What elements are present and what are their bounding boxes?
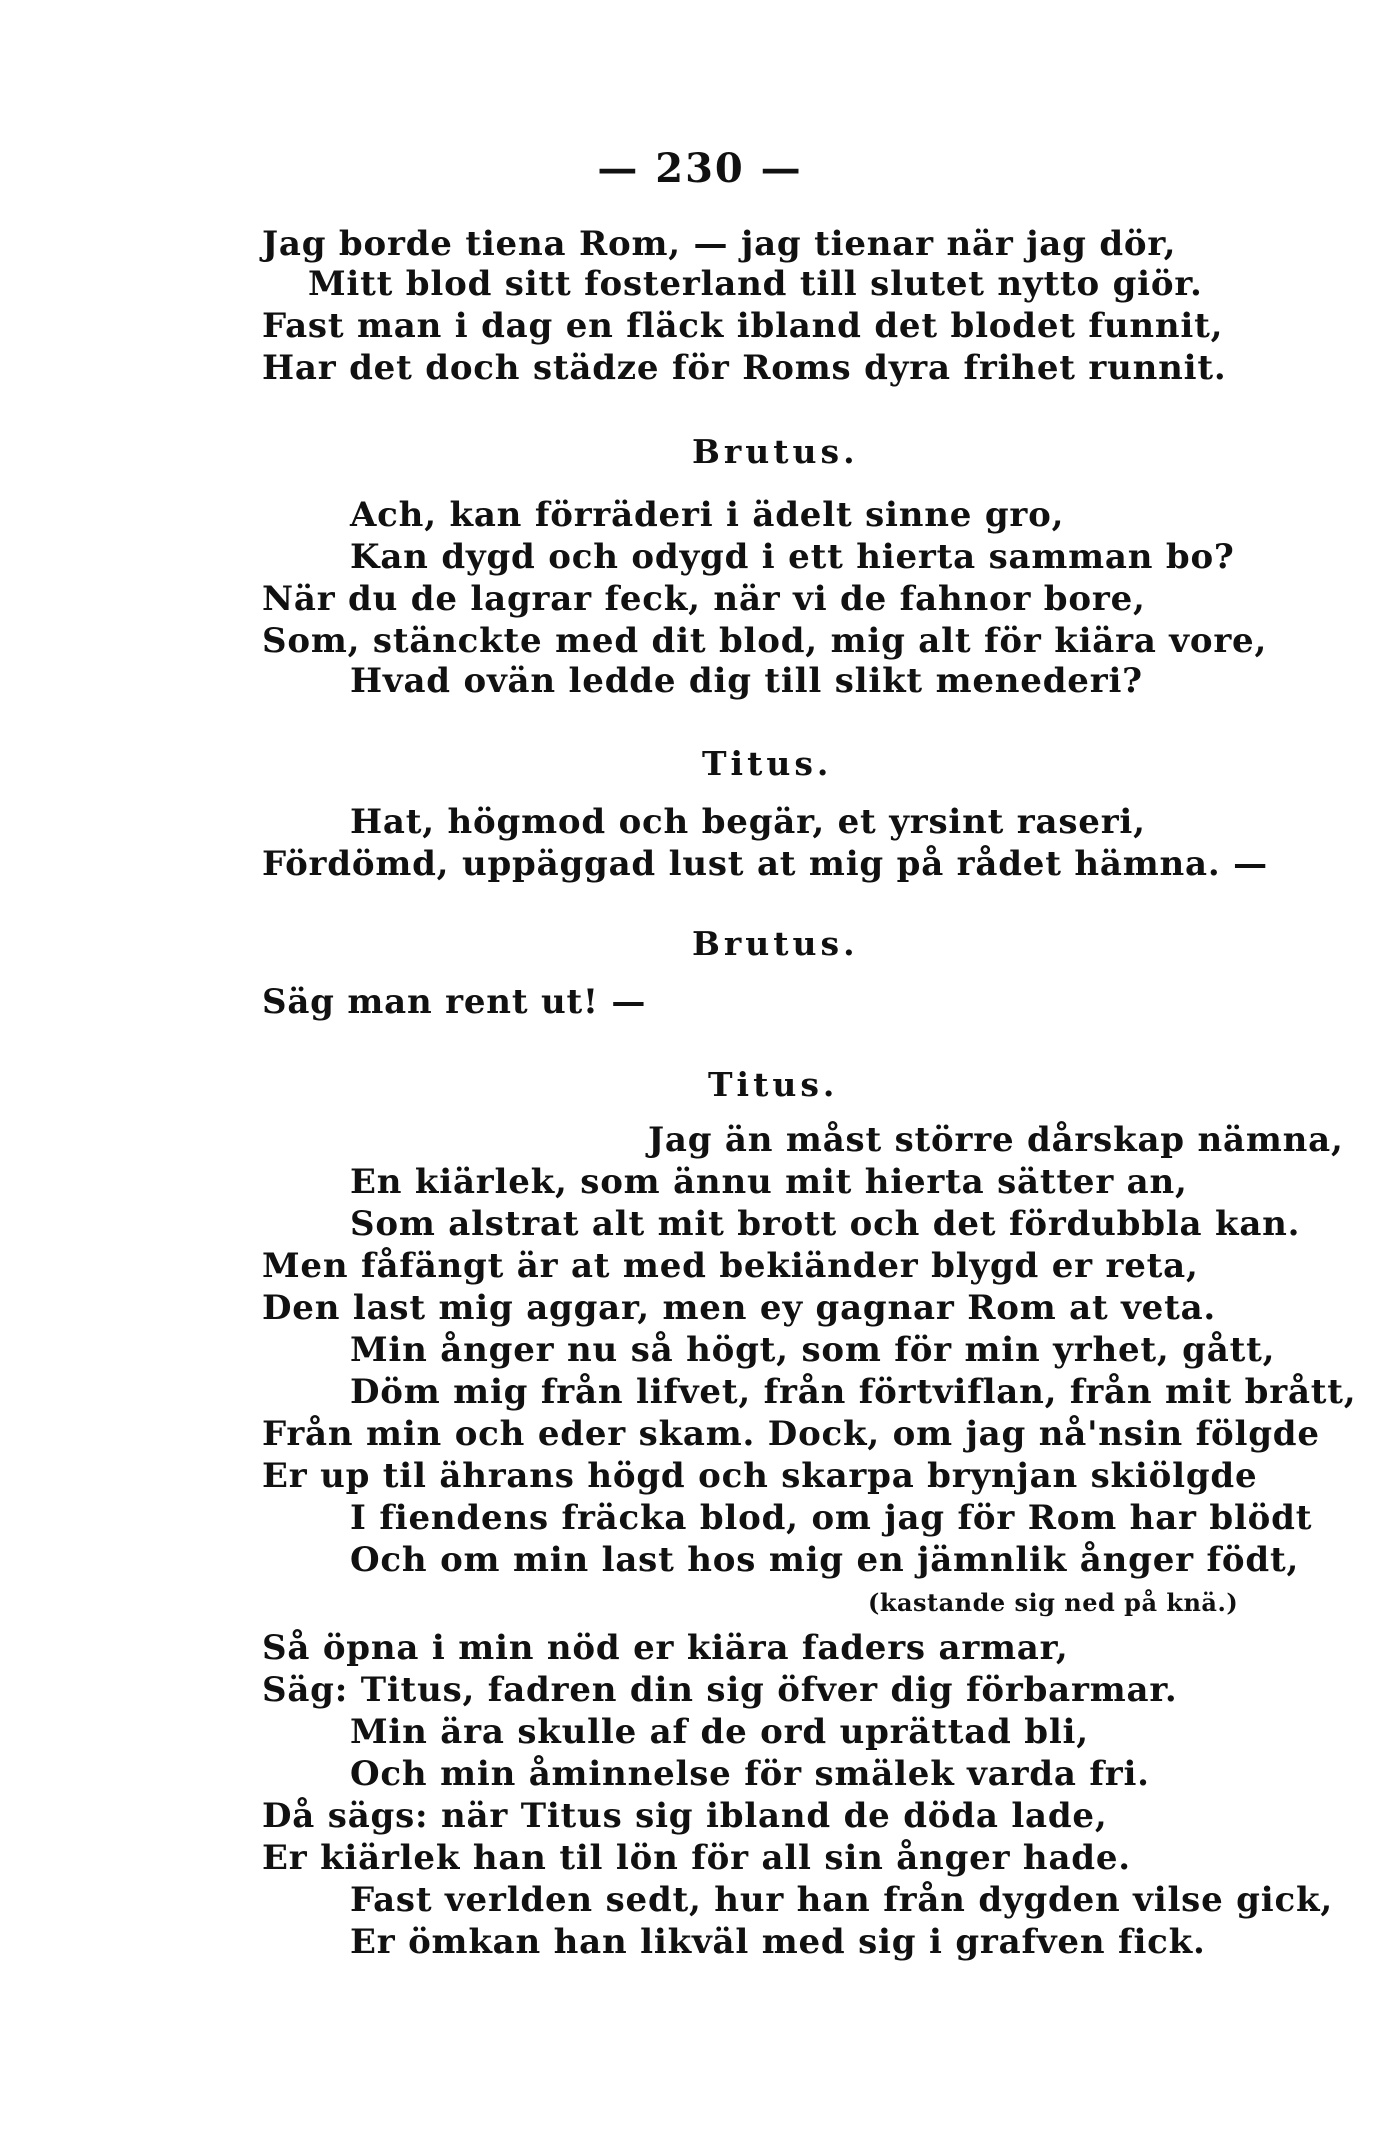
verse-line: När du de lagrar feck, när vi de fahnor bore, (262, 579, 1146, 619)
page-number: — 230 — (597, 145, 803, 192)
verse-line: Så öpna i min nöd er kiära faders armar, (262, 1628, 1069, 1668)
verse-line: Säg: Titus, fadren din sig öfver dig förbarmar. (262, 1670, 1178, 1710)
verse-line: Jag än måst större dårskap nämna, (648, 1120, 1344, 1160)
verse-line: Er up til ährans högd och skarpa brynjan skiölgde (262, 1456, 1258, 1496)
verse-line: Men fåfängt är at med bekiänder blygd er reta, (262, 1246, 1199, 1286)
speaker-name: Brutus. (692, 924, 859, 963)
verse-line: Fast man i dag en fläck ibland det blodet funnit, (262, 306, 1224, 346)
verse-line: Min ära skulle af de ord uprättad bli, (350, 1712, 1089, 1752)
verse-line: En kiärlek, som ännu mit hierta sätter an, (350, 1162, 1188, 1202)
verse-line: Och min åminnelse för smälek varda fri. (350, 1754, 1150, 1794)
verse-line: Hvad ovän ledde dig till slikt menederi? (350, 661, 1143, 701)
speaker-name: Titus. (702, 744, 833, 783)
verse-line: Er ömkan han likväl med sig i grafven fick. (350, 1922, 1206, 1962)
verse-line: I fiendens fräcka blod, om jag för Rom har blödt (350, 1498, 1313, 1538)
verse-line: Från min och eder skam. Dock, om jag nå'nsin fölgde (262, 1414, 1320, 1454)
speaker-name: Titus. (708, 1065, 839, 1104)
verse-line: Säg man rent ut! — (262, 982, 647, 1022)
stage-direction: (kastande sig ned på knä.) (868, 1588, 1239, 1617)
verse-line: Den last mig aggar, men ey gagnar Rom at veta. (262, 1288, 1217, 1328)
verse-line: Som alstrat alt mit brott och det fördubbla kan. (350, 1204, 1301, 1244)
verse-line: Har det doch städze för Roms dyra frihet runnit. (262, 348, 1227, 388)
verse-line: Då sägs: när Titus sig ibland de döda lade, (262, 1796, 1108, 1836)
verse-line: Som, stänckte med dit blod, mig alt för kiära vore, (262, 621, 1268, 661)
verse-line: Kan dygd och odygd i ett hierta samman bo? (350, 537, 1235, 577)
verse-line: Hat, högmod och begär, et yrsint raseri, (350, 802, 1146, 842)
verse-line: Er kiärlek han til lön för all sin ånger hade. (262, 1838, 1131, 1878)
verse-line: Fördömd, uppäggad lust at mig på rådet hämna. — (262, 844, 1268, 884)
verse-line: Mitt blod sitt fosterland till slutet nytto giör. (308, 264, 1203, 304)
verse-line: Min ånger nu så högt, som för min yrhet, gått, (350, 1330, 1276, 1370)
verse-line: Och om min last hos mig en jämnlik ånger födt, (350, 1540, 1300, 1580)
speaker-name: Brutus. (692, 432, 859, 471)
verse-line: Jag borde tiena Rom, — jag tienar när jag dör, (262, 224, 1177, 264)
verse-line: Döm mig från lifvet, från förtviflan, från mit brått, (350, 1372, 1357, 1412)
verse-line: Fast verlden sedt, hur han från dygden vilse gick, (350, 1880, 1333, 1920)
verse-line: Ach, kan förräderi i ädelt sinne gro, (350, 495, 1065, 535)
